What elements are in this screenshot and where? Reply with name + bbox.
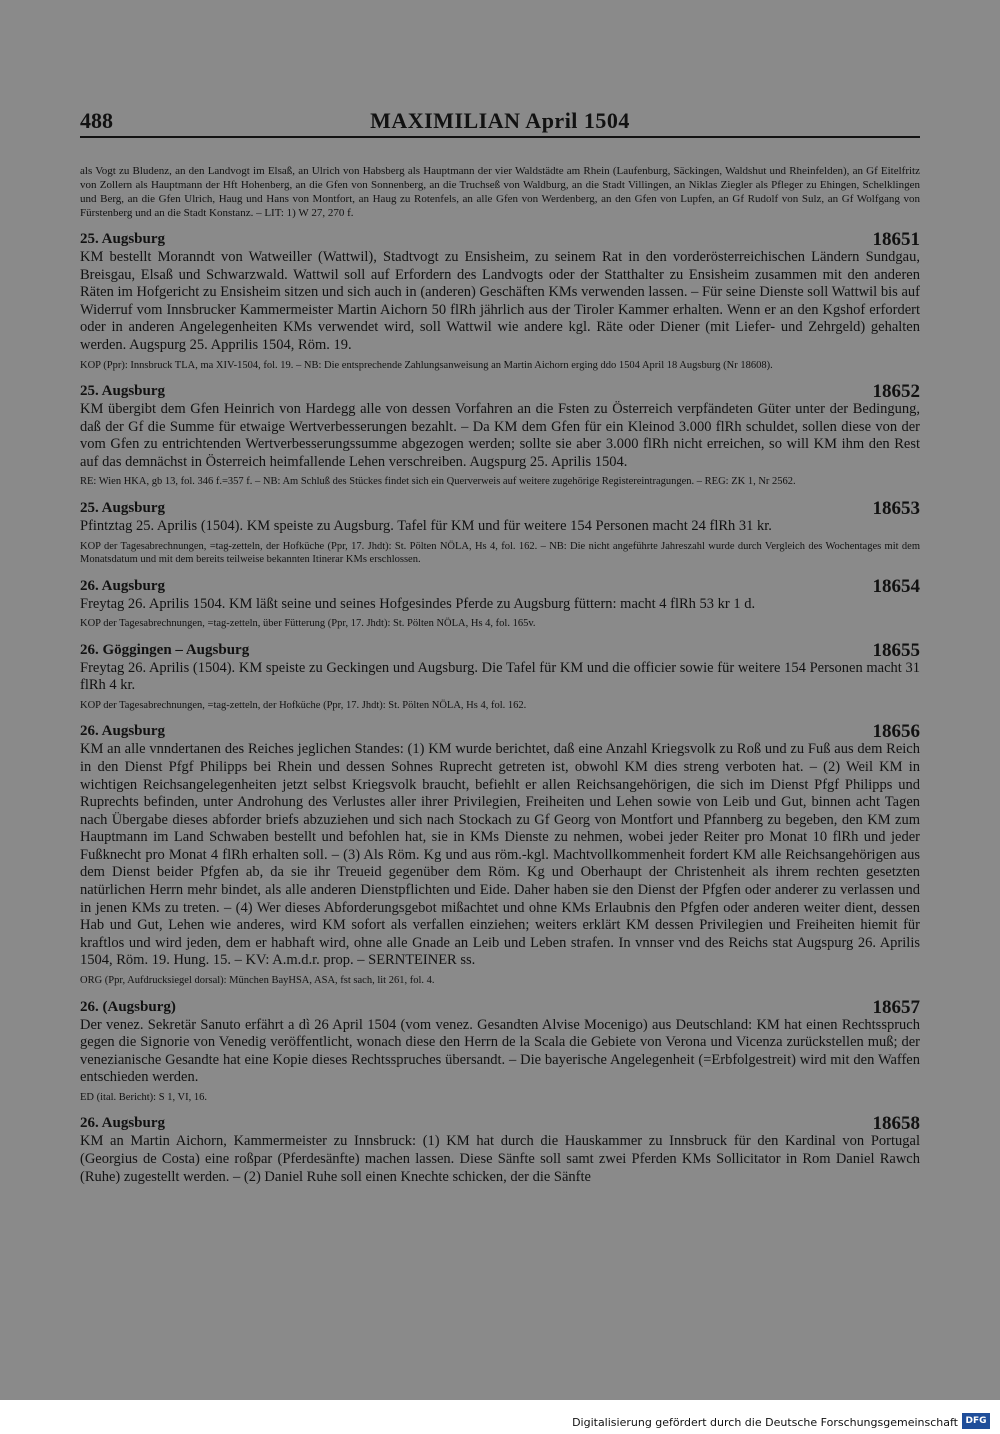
entry-source: RE: Wien HKA, gb 13, fol. 346 f.=357 f. – NB: Am Schluß des Stückes findet sich ein Querverweis auf weitere zugehörige Registereintragungen. – REG: ZK 1, Nr 2562. (80, 476, 796, 488)
entry-heading (80, 229, 920, 249)
entry-text: KM an Martin Aichorn, Kammermeister zu Innsbruck: (1) KM hat durch die Hauskammer zu Innsbruck für den Kardinal von Portugal (Georgius de Costa) eine roßpar (Pferdesänfte) machen lassen. Diese Sänfte soll samt zwei Pferden KMs Sollicitator in Rom Daniel Rawch (Ruhe) zugestellt werden. – (2) Daniel Ruhe soll einen Knechte schicken, der die Sänfte (80, 1133, 920, 1185)
entry-heading (80, 997, 920, 1017)
entry-text: Freytag 26. Aprilis (1504). KM speiste zu Geckingen und Augsburg. Die Tafel für KM und die officier sowie für weitere 154 Personen macht 31 flRh 4 kr. (80, 659, 920, 694)
entry-heading (80, 640, 920, 660)
entry-source: ED (ital. Bericht): S 1, VI, 16. (80, 1091, 207, 1103)
entry-text: KM übergibt dem Gfen Heinrich von Hardegg alle von dessen Vorfahren an die Fsten zu Österreich verpfändeten Güter unter der Bedingung, daß der Gf die Summe für etwaige Wertverbesserungen bezahlt. – Da KM dem Gfen für ein Kleinod 3.000 flRh schuldet, sollen diese von der vom Gfen zu entrichtenden Wertverbesserungssumme abgezogen werden; sollte sie aber 3.000 flRh nicht erreichen, so will KM ihm den Rest auf das demnächst in Österreich heimfallende Lehen verschreiben. Augspurg 25. Aprilis 1504. (80, 401, 920, 470)
entry-18654 (80, 576, 920, 631)
entry-text: Der venez. Sekretär Sanuto erfährt a dì 26 April 1504 (vom venez. Gesandten Alvise Mocenigo) aus Deutschland: KM hat einen Rechtsspruch gegen die Signorie von Venedig veröffentlicht, wonach diese den Herrn de la Scala die Gebiete von Verona und Vicenza zurückstellen muß; der venezianische Gesandte hat eine Kopie dieses Rechtsspruches übersandt. – Die bayerische Angelegenheit (=Erbfolgestreit) wird mit den Waffen entschieden werden. (80, 1016, 920, 1086)
entry-date-place: 25. Augsburg (80, 499, 166, 516)
entry-18651 (80, 229, 920, 372)
entry-date-place: 26. Göggingen – Augsburg (80, 641, 250, 658)
running-title: MAXIMILIAN April 1504 (370, 108, 630, 133)
entry-heading (80, 1113, 920, 1133)
entry-date-place: 25. Augsburg (80, 231, 166, 247)
entry-number: 18654 (872, 575, 920, 597)
entry-date-place: 26. (Augsburg) (80, 998, 176, 1015)
entry-18658 (80, 1113, 920, 1186)
entry-source: KOP der Tagesabrechnungen, =tag-zetteln, der Hofküche (Ppr, 17. Jhdt): St. Pölten NÖLA, Hs 4, fol. 162. (80, 699, 527, 711)
entry-number: 18658 (872, 1113, 920, 1135)
entry-number: 18652 (872, 381, 920, 403)
entry-number: 18653 (872, 497, 920, 519)
entry-18657 (80, 997, 920, 1105)
entry-text: KM bestellt Moranndt von Watweiller (Wattwil), Stadtvogt zu Ensisheim, zu seinem Rat in den vorderösterreichischen Ländern Sundgau, Breisgau, Elsaß und Schwarzwald. Wattwil soll auf Erfordern des Landvogts oder der Statthalter zu Ensisheim zusammen mit den anderen Räten im Hofgericht zu Ensisheim sitzen und sich auch in (anderen) Geschäften KMs verwenden lassen. – Für seine Dienste soll Wattwil bis auf Widerruf vom Innsbrucker Kammermeister Martin Aichorn 50 flRh jährlich aus der Tiroler Kammer erhalten. Wenn er an den Kgshof erfordert oder in anderen Angelegenheiten KMs verwendet wird, soll Wattwil wie andere kgl. Räte oder Diener (mit Liefer- und Zehrgeld) gehalten werden. Augspurg 25. Apprilis 1504, Röm. 19. (80, 249, 920, 353)
entry-source: ORG (Ppr, Aufdrucksiegel dorsal): München BayHSA, ASA, fst sach, lit 261, fol. 4. (80, 975, 435, 987)
header-rule (80, 136, 920, 138)
entry-date-place: 26. Augsburg (80, 1115, 166, 1132)
entry-number: 18656 (872, 721, 920, 743)
entry-date-place: 25. Augsburg (80, 383, 166, 400)
page-number: 488 (80, 108, 113, 133)
footer-bar (0, 1400, 1000, 1434)
intro-note: als Vogt zu Bludenz, an den Landvogt im Elsaß, an Ulrich von Habsberg als Hauptmann der vier Waldstädte am Rhein (Laufenburg, Säckingen, Waldshut und Rheinfelden), an Gf Eitelfritz von Zollern als Hauptmann der Hft Hohenberg, an die Gfen von Sonnenberg, an die Truchseß von Waldburg, an die Stadt Villingen, an Niklas Ziegler als Pfleger zu Ehingen, Schelklingen und Berg, an die Gfen Ulrich, Haug und Hans von Montfort, an Haug zu Rotenfels, an alle Gfen von Werdenberg, an den Gfen von Lupfen, an Gf Rudolf von Sulz, an Gf Wolfgang von Fürstenberg und an die Stadt Konstanz. – LIT: 1) W 27, 270 f. (80, 165, 920, 219)
entry-text: Freytag 26. Aprilis 1504. KM läßt seine und seines Hofgesindes Pferde zu Augsburg füttern: macht 4 flRh 53 kr 1 d. (80, 595, 756, 612)
dfg-logo-icon: DFG (962, 1413, 990, 1429)
page-content (80, 164, 920, 1186)
entry-text: Pfintztag 25. Aprilis (1504). KM speiste zu Augsburg. Tafel für KM und für weitere 154 Personen macht 24 flRh 31 kr. (80, 517, 772, 534)
entry-18655 (80, 640, 920, 713)
entry-date-place: 26. Augsburg (80, 723, 166, 740)
funding-credit: Digitalisierung gefördert durch die Deutsche Forschungsgemeinschaft (572, 1416, 958, 1429)
entry-date-place: 26. Augsburg (80, 577, 166, 594)
entry-18652 (80, 381, 920, 489)
entry-heading (80, 498, 920, 518)
entry-number: 18651 (872, 229, 920, 250)
entry-text: KM an alle vnndertanen des Reiches jeglichen Standes: (1) KM wurde berichtet, daß eine Anzahl Kriegsvolk zu Roß und zu Fuß aus dem Reich in den Dienst Pfgf Philipps bei Rhein und dessen Sohnes Ruprecht getreten ist, obwohl KM dies streng verboten hat. – (2) Weil KM in wichtigen Reichsangelegenheiten jetzt selbst Kriegsvolk braucht, befiehlt er allen Reichsangehörigen, die sich im Dienst Pfgf Philipps und Ruprechts befinden, unter Androhung des Verlustes aller ihrer Privilegien, Freiheiten und Lehen sowie von Leib und Gut, binnen acht Tagen nach Übergabe dieses abforder briefs abzuziehen und sich nach Stockach zu Gf Georg von Montfort und Pfannberg zu begeben, den KM zum Hauptmann im Land Schwaben bestellt und befohlen hat, sie in KMs Dienste zu nehmen, wobei jeder Reiter pro Monat 10 flRh und jeder Fußknecht pro Monat 4 flRh erhalten soll. – (3) Als Röm. Kg und aus röm.-kgl. Machtvollkommenheit fordert KM alle Reichsangehörigen aus dem Dienst beider Pfgfen ab, da sie ihr Treueid gegenüber dem Röm. Kg und Oberhaupt der Christenheit als ihrem rechten gesetzten natürlichen Herrn mehr bindet, als alle anderen Dienstpflichten und Eide. Daher haben sie den Dienst der Pfgfen oder anderer zu verlassen und in jenen KMs zu treten. – (4) Wer dieses Abforderungsgebot mißachtet und ohne KMs Erlaubnis den Pfgfen oder anderen weiter dient, dessen Hab und Gut, Lehen wie anderes, wird KM sofort als verfallen einziehen; weiters erklärt KM dessen Privilegien und Freiheiten hiemit für kraftlos und wird jeden, dem er habhaft wird, ohne alle Gnade an Leib und Leben strafen. In vnnser vnd des Reichs stat Augspurg 26. Aprilis 1504, Röm. 19. Hung. 15. – KV: A.m.d.r. prop. – SERNTEINER ss. (80, 741, 920, 969)
entry-18656 (80, 721, 920, 987)
entry-source: KOP (Ppr): Innsbruck TLA, ma XIV-1504, fol. 19. – NB: Die entsprechende Zahlungsanweisung an Martin Aichorn erging ddo 1504 April 18 Augsburg (Nr 18608). (80, 359, 773, 371)
page-header (80, 108, 920, 138)
entry-heading (80, 381, 920, 401)
entry-18653 (80, 498, 920, 567)
entry-number: 18655 (872, 639, 920, 661)
entry-heading (80, 576, 920, 596)
entry-source: KOP der Tagesabrechnungen, =tag-zetteln, über Fütterung (Ppr, 17. Jhdt): St. Pölten NÖLA, Hs 4, fol. 165v. (80, 618, 536, 630)
entry-heading (80, 721, 920, 741)
entry-source: KOP der Tagesabrechnungen, =tag-zetteln, der Hofküche (Ppr, 17. Jhdt): St. Pölten NÖLA, Hs 4, fol. 162. – NB: Die nicht angeführte Jahreszahl wurde durch Vergleich des Wochentages mit dem Monatsdatum und mit dem bereits teilweise bekannten Itinerar KMs erschlossen. (80, 540, 920, 566)
entry-number: 18657 (872, 996, 920, 1018)
